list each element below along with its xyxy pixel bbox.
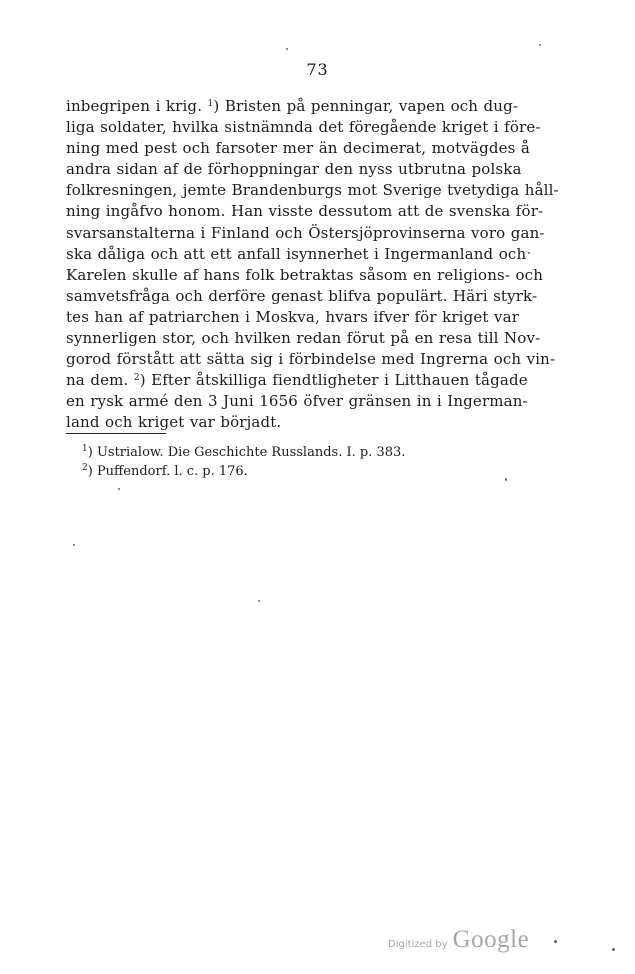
text-line-8: ska dåliga och att ett anfall isynnerhet i Ingermanland och — [66, 244, 527, 263]
text-line-5: folkresningen, jemte Brandenburgs mot Sverige tvetydiga håll- — [66, 181, 559, 200]
text-line-4: andra sidan af de förhoppningar den nyss utbrutna polska — [66, 160, 522, 179]
scan-speck — [612, 948, 615, 951]
footnote-mark-2: 2 — [82, 463, 88, 473]
footnote-divider — [66, 433, 166, 434]
body-text — [66, 96, 559, 434]
scan-speck — [505, 478, 507, 481]
text-line-10: samvetsfråga och derföre genast blifva populärt. Häri styrk- — [66, 286, 538, 305]
text-line-15: en rysk armé den 3 Juni 1656 öfver gränsen in i Ingerman- — [66, 392, 528, 411]
text-line-12: synnerligen stor, och hvilken redan förut på en resa till Nov- — [66, 329, 541, 348]
text-line-11: tes han af patriarchen i Moskva, hvars ifver för kriget var — [66, 307, 520, 326]
text-line-6: ning ingåfvo honom. Han visste dessutom att de svenska för- — [66, 202, 544, 221]
footnote-ref-1: 1 — [207, 99, 214, 109]
scan-speck — [286, 48, 288, 50]
digitized-watermark — [388, 926, 529, 954]
text-line-3: ning med pest och farsoter mer än decimerat, motvägdes å — [66, 139, 530, 158]
footnote-mark-1: 1 — [82, 444, 88, 454]
footnote-1: $^1$) Ustrialow. Die Geschichte Russlands. I. p. 383. — [82, 444, 406, 460]
scan-speck — [258, 600, 260, 602]
watermark-brand: Google — [452, 926, 530, 953]
scan-speck — [554, 940, 557, 943]
scan-speck — [539, 44, 541, 46]
footnote-ref-2: 2 — [133, 373, 140, 384]
scan-speck — [528, 252, 530, 254]
text-line-1: inbegripen i krig. $^1$) Bristen på penningar, vapen och dug- — [66, 97, 519, 115]
text-line-2: liga soldater, hvilka sistnämnda det föregående kriget i före- — [66, 118, 541, 137]
text-line-7: svarsanstalterna i Finland och Östersjöprovinserna voro gan- — [66, 223, 545, 242]
text-line-9: Karelen skulle af hans folk betraktas såsom en religions- och — [66, 265, 544, 284]
scan-speck — [118, 488, 120, 490]
watermark-prefix: Digitized by — [388, 939, 448, 950]
footnotes — [82, 443, 405, 481]
text-line-16: land och kriget var börjadt. — [66, 413, 282, 432]
text-line-13: gorod förstått att sätta sig i förbindelse med Ingrerna och vin- — [66, 350, 556, 369]
scan-speck — [73, 544, 75, 546]
page-number: 73 — [306, 60, 329, 79]
footnote-2: $^2$) Puffendorf. l. c. p. 176. — [82, 463, 248, 479]
text-line-14: na dem. $^2$) Efter åtskilliga fiendtligheter i Litthauen tågade — [66, 371, 528, 390]
